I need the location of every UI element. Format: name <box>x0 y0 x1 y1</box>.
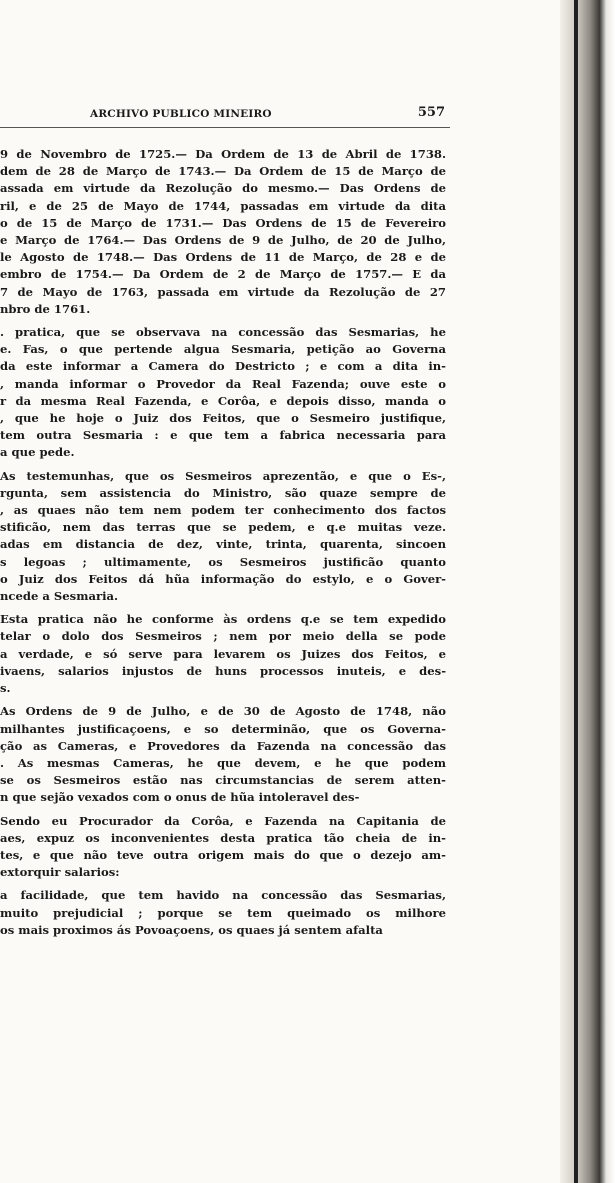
paragraph <box>0 813 446 882</box>
text-line: stificão, nem das terras que se pedem, e q.e muitas veze. <box>0 520 446 535</box>
book-gutter <box>560 0 615 1183</box>
page-header <box>90 105 445 125</box>
text-line: extorquir salarios: <box>0 865 120 880</box>
text-line: As testemunhas, que os Sesmeiros aprezentão, e que o Es-, <box>0 468 446 483</box>
text-line: 9 de Novembro de 1725.— Da Ordem de 13 de Abril de 1738. <box>0 147 446 161</box>
paragraph <box>0 611 446 697</box>
text-line: ção as Cameras, e Provedores da Fazenda na concessão das <box>0 738 446 753</box>
paragraph <box>0 887 446 939</box>
text-line: muito prejudicial ; porque se tem queimado os milhore <box>0 905 446 920</box>
paragraph <box>0 468 446 606</box>
text-line: o Juiz dos Feitos dá hũa informação do estylo, e o Gover- <box>0 571 446 586</box>
text-line: milhantes justificaçoens, e so determinão, que os Governa- <box>0 721 446 736</box>
text-line: ril, e de 25 de Mayo de 1744, passadas em virtude da dita <box>0 198 446 213</box>
body-text <box>0 146 446 945</box>
text-line: . As mesmas Cameras, he que devem, e he que podem <box>0 755 446 770</box>
text-line: aes, expuz os inconvenientes desta pratica tão cheia de in- <box>0 830 446 845</box>
text-line: adas em distancia de dez, vinte, trinta, quarenta, sincoen <box>0 537 446 552</box>
text-line: , as quaes não tem nem podem ter conhecimento dos factos <box>0 503 446 518</box>
text-line: rgunta, sem assistencia do Ministro, são quaze sempre de <box>0 485 446 500</box>
paragraph <box>0 324 446 462</box>
gutter-shadow-line <box>574 0 578 1183</box>
text-line: a facilidade, que tem havido na concessão das Sesmarias, <box>0 888 446 903</box>
text-line: le Agosto de 1748.— Das Ordens de 11 de Março, de 28 e de <box>0 250 446 265</box>
text-line: o de 15 de Março de 1731.— Das Ordens de 15 de Fevereiro <box>0 215 446 230</box>
paragraph <box>0 703 446 806</box>
text-line: e Março de 1764.— Das Ordens de 9 de Julho, de 20 de Julho, <box>0 233 446 248</box>
text-line: Sendo eu Procurador da Corôa, e Fazenda na Capitania de <box>0 813 446 828</box>
text-line: s. <box>0 681 11 696</box>
text-line: s legoas ; ultimamente, os Sesmeiros justificão quanto <box>0 554 446 569</box>
text-line: da este informar a Camera do Destricto ; e com a dita in- <box>0 359 446 374</box>
text-line: telar o dolo dos Sesmeiros ; nem por meio della se pode <box>0 629 446 644</box>
text-line: r da mesma Real Fazenda, e Corôa, e depois disso, manda o <box>0 393 446 408</box>
text-line: tem outra Sesmaria : e que tem a fabrica necessaria para <box>0 428 446 443</box>
text-line: As Ordens de 9 de Julho, e de 30 de Agosto de 1748, não <box>0 704 446 719</box>
text-line: os mais proximos ás Povoaçoens, os quaes já sentem afalta <box>0 922 383 937</box>
text-line: se os Sesmeiros estão nas circumstancias de serem atten- <box>0 773 446 788</box>
text-line: embro de 1754.— Da Ordem de 2 de Março de 1757.— E da <box>0 267 446 282</box>
text-line: 7 de Mayo de 1763, passada em virtude da Rezolução de 27 <box>0 284 446 299</box>
text-line: Esta pratica não he conforme às ordens q.e se tem expedido <box>0 612 446 627</box>
text-line: e. Fas, o que pertende algua Sesmaria, petição ao Governa <box>0 342 446 357</box>
paragraph <box>0 146 446 318</box>
page-number: 557 <box>417 105 445 120</box>
text-line: nbro de 1761. <box>0 301 91 316</box>
text-line: dem de 28 de Março de 1743.— Da Ordem de 15 de Março de <box>0 164 446 179</box>
text-line: ivaens, salarios injustos de huns processos inuteis, e des- <box>0 663 446 678</box>
text-line: a que pede. <box>0 445 75 460</box>
text-line: . pratica, que se observava na concessão das Sesmarias, he <box>0 325 446 340</box>
text-line: tes, e que não teve outra origem mais do que o dezejo am- <box>0 847 446 862</box>
text-line: a verdade, e só serve para levarem os Juizes dos Feitos, e <box>0 646 446 661</box>
text-line: ncede a Sesmaria. <box>0 589 119 604</box>
text-line: , manda informar o Provedor da Real Fazenda; ouve este o <box>0 376 446 391</box>
header-rule <box>0 127 450 128</box>
running-title: ARCHIVO PUBLICO MINEIRO <box>90 108 272 120</box>
text-line: assada em virtude da Rezolução do mesmo.— Das Ordens de <box>0 181 446 196</box>
text-line: n que sejão vexados com o onus de hũa intoleravel des- <box>0 790 360 805</box>
text-line: , que he hoje o Juiz dos Feitos, que o Sesmeiro justifique, <box>0 411 446 426</box>
